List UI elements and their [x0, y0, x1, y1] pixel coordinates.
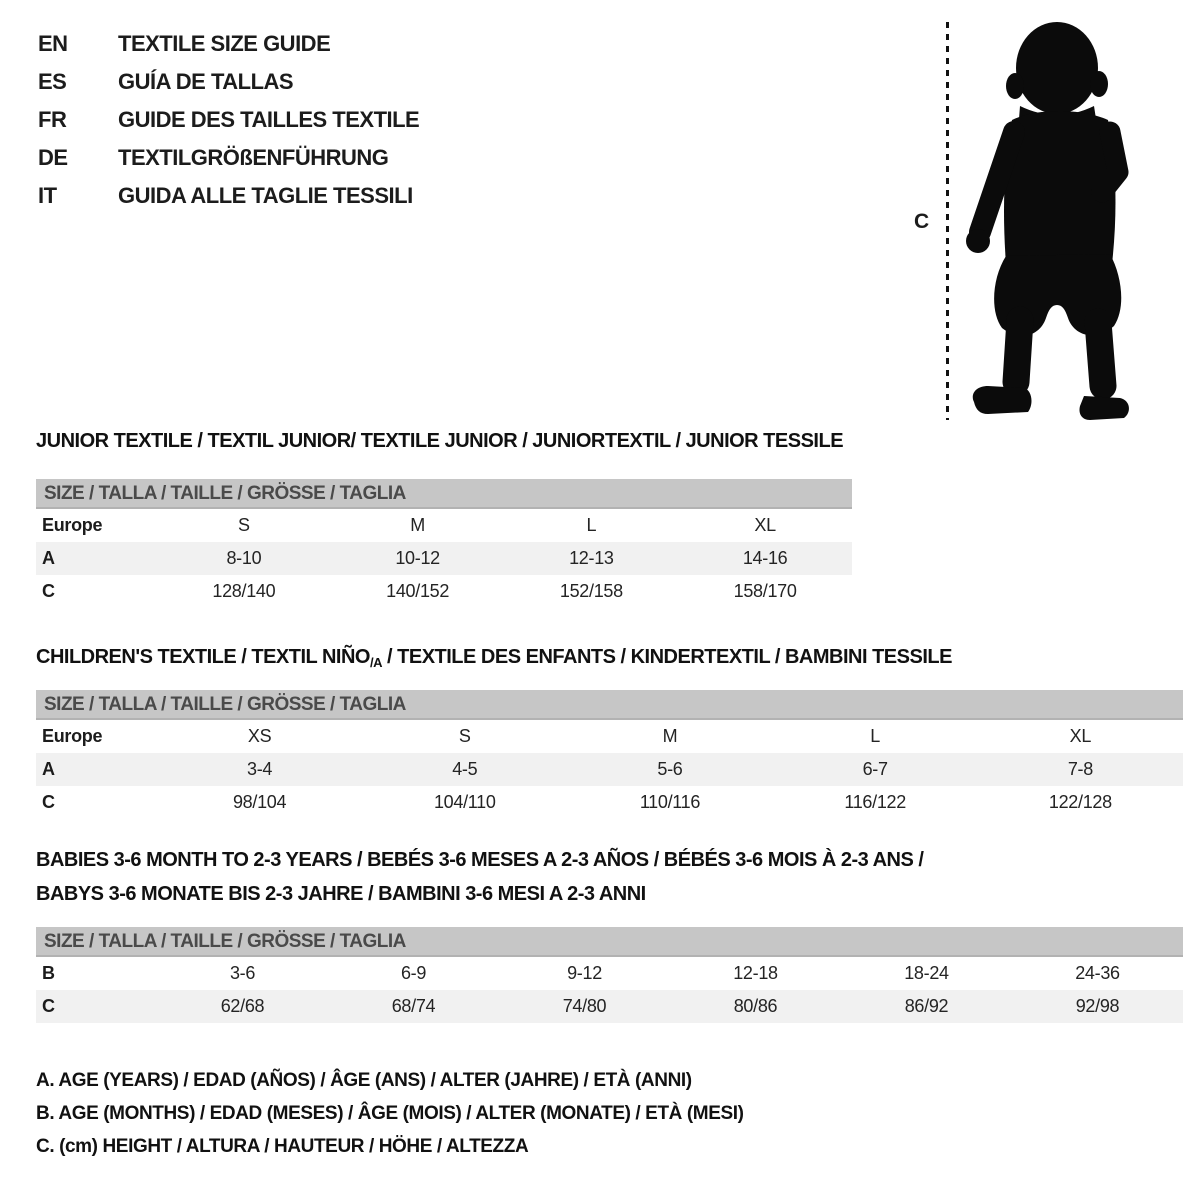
value-cell: XL: [754, 515, 776, 535]
section-heading-babies: [36, 843, 1183, 911]
measure-legend: [36, 1064, 744, 1163]
language-row: [38, 178, 419, 216]
value-cell: 152/158: [559, 581, 623, 601]
language-title: GUÍA DE TALLAS: [118, 69, 294, 94]
table-row: [36, 575, 852, 608]
section-babies: [36, 843, 1183, 1023]
value-cell: 98/104: [232, 792, 287, 812]
height-measure-line: [946, 22, 949, 420]
table-row: [36, 542, 852, 575]
table-row: [36, 753, 1183, 786]
legend-line-age-years: A. AGE (YEARS) / EDAD (AÑOS) / ÂGE (ANS) / ALTER (JAHRE) / ETÀ (ANNI): [36, 1070, 692, 1091]
babies-size-table: [36, 957, 1183, 1023]
language-row: [38, 102, 419, 140]
row-label-cell: C: [42, 581, 55, 601]
section-heading-junior: JUNIOR TEXTILE / TEXTIL JUNIOR/ TEXTILE JUNIOR / JUNIORTEXTIL / JUNIOR TESSILE: [36, 430, 844, 452]
row-label-cell: Europe: [42, 515, 103, 535]
table-row: [36, 990, 1183, 1023]
value-cell: 110/116: [639, 792, 701, 812]
table-row: [36, 957, 1183, 990]
value-cell: 8-10: [226, 548, 262, 568]
value-cell: S: [458, 726, 471, 746]
section-junior: [36, 430, 852, 608]
junior-size-table: [36, 509, 852, 608]
language-code: ES: [38, 69, 67, 94]
toddler-silhouette-icon: [962, 20, 1138, 420]
language-row: [38, 26, 419, 64]
value-cell: XL: [1069, 726, 1092, 746]
value-cell: S: [238, 515, 250, 535]
value-cell: 14-16: [742, 548, 788, 568]
size-header-bar: SIZE / TALLA / TAILLE / GRÖSSE / TAGLIA: [36, 690, 1183, 720]
row-label-cell: C: [42, 996, 55, 1016]
value-cell: 140/152: [386, 581, 450, 601]
row-label-cell: B: [42, 963, 55, 983]
value-cell: 10-12: [395, 548, 440, 568]
value-cell: 6-9: [400, 963, 427, 983]
value-cell: 80/86: [733, 996, 778, 1016]
height-measure-label: C: [914, 210, 930, 233]
section-heading-children: [36, 646, 1183, 670]
language-title: TEXTILE SIZE GUIDE: [118, 31, 331, 56]
table-row: [36, 720, 1183, 753]
value-cell: 62/68: [220, 996, 265, 1016]
value-cell: 9-12: [567, 963, 602, 983]
value-cell: 68/74: [391, 996, 436, 1016]
value-cell: 104/110: [433, 792, 496, 812]
language-code: IT: [38, 183, 57, 208]
legend-line-age-months: B. AGE (MONTHS) / EDAD (MESES) / ÂGE (MOIS) / ALTER (MONATE) / ETÀ (MESI): [36, 1103, 744, 1124]
row-label-cell: A: [42, 548, 55, 568]
value-cell: 86/92: [904, 996, 949, 1016]
height-figure: [900, 14, 1150, 426]
value-cell: 12-18: [733, 963, 778, 983]
language-code: EN: [38, 31, 68, 56]
value-cell: L: [586, 515, 597, 535]
size-header-bar: SIZE / TALLA / TAILLE / GRÖSSE / TAGLIA: [36, 927, 1183, 957]
value-cell: M: [410, 515, 425, 535]
language-title: TEXTILGRÖßENFÜHRUNG: [118, 145, 389, 170]
value-cell: 4-5: [452, 759, 478, 779]
value-cell: 12-13: [569, 548, 614, 568]
row-label-cell: Europe: [42, 726, 103, 746]
language-row: [38, 64, 419, 102]
language-title: GUIDA ALLE TAGLIE TESSILI: [118, 183, 413, 208]
heading-line: BABYS 3-6 MONATE BIS 2-3 JAHRE / BAMBINI 3-6 MESI A 2-3 ANNI: [36, 883, 646, 905]
children-size-table: [36, 720, 1183, 819]
language-title: GUIDE DES TAILLES TEXTILE: [118, 107, 420, 132]
table-row: [36, 786, 1183, 819]
legend-line-height: C. (cm) HEIGHT / ALTURA / HAUTEUR / HÖHE / ALTEZZA: [36, 1136, 529, 1157]
language-code: DE: [38, 145, 68, 170]
value-cell: 6-7: [862, 759, 888, 779]
value-cell: 116/122: [844, 792, 906, 812]
table-row: [36, 509, 852, 542]
value-cell: 3-4: [247, 759, 273, 779]
section-children: [36, 646, 1183, 819]
value-cell: 18-24: [904, 963, 949, 983]
size-header-bar: SIZE / TALLA / TAILLE / GRÖSSE / TAGLIA: [36, 479, 852, 509]
heading-line: BABIES 3-6 MONTH TO 2-3 YEARS / BEBÉS 3-6 MESES A 2-3 AÑOS / BÉBÉS 3-6 MOIS À 2-3 ANS /: [36, 849, 924, 871]
value-cell: 158/170: [733, 581, 797, 601]
value-cell: 24-36: [1075, 963, 1120, 983]
value-cell: M: [662, 726, 678, 746]
heading-text: CHILDREN'S TEXTILE / TEXTIL NIÑO: [36, 646, 370, 668]
value-cell: 5-6: [657, 759, 683, 779]
heading-text: / TEXTILE DES ENFANTS / KINDERTEXTIL / BAMBINI TESSILE: [381, 646, 952, 668]
language-code: FR: [38, 107, 67, 132]
value-cell: 122/128: [1048, 792, 1112, 812]
value-cell: 3-6: [229, 963, 256, 983]
value-cell: 92/98: [1075, 996, 1120, 1016]
value-cell: 7-8: [1067, 759, 1093, 779]
value-cell: 128/140: [212, 581, 276, 601]
language-list: [38, 26, 419, 216]
value-cell: XS: [247, 726, 272, 746]
value-cell: L: [870, 726, 881, 746]
language-row: [38, 140, 419, 178]
value-cell: 74/80: [562, 996, 607, 1016]
row-label-cell: A: [42, 759, 55, 779]
row-label-cell: C: [42, 792, 55, 812]
heading-subscript: /A: [369, 655, 382, 670]
